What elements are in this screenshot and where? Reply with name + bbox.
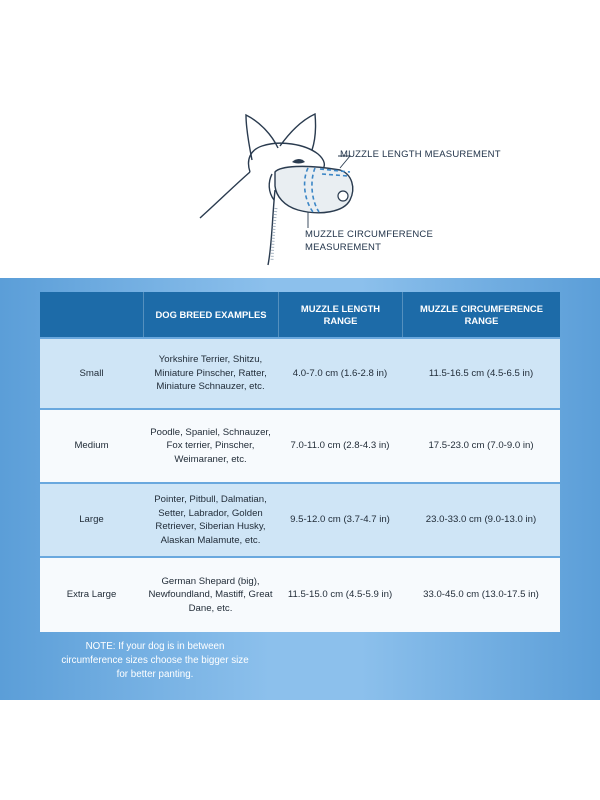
size-cell: Large [79, 514, 104, 526]
length-cell: 4.0-7.0 cm (1.6-2.8 in) [292, 367, 388, 379]
circumference-cell: 33.0-45.0 cm (13.0-17.5 in) [423, 589, 539, 601]
muzzle-circumference-label: MUZZLE CIRCUMFERENCE MEASUREMENT [305, 229, 434, 253]
header-length: MUZZLE LENGTH RANGE [278, 292, 402, 337]
breeds-cell: Poodle, Spaniel, Schnauzer, Fox terrier, Pinscher, Weimaraner, etc. [150, 426, 271, 465]
header-size [40, 292, 143, 337]
bottom-white-area [0, 700, 600, 800]
breeds-cell: German Shepard (big), Newfoundland, Mastiff, Great Dane, etc. [148, 575, 273, 614]
table-row [40, 410, 560, 482]
size-cell: Extra Large [66, 589, 117, 601]
length-cell: 7.0-11.0 cm (2.8-4.3 in) [290, 440, 390, 452]
circumference-cell: 17.5-23.0 cm (7.0-9.0 in) [428, 440, 534, 452]
length-cell: 11.5-15.0 cm (4.5-5.9 in) [287, 589, 393, 601]
table-header-row [40, 292, 560, 337]
size-cell: Medium [74, 440, 109, 452]
size-chart-table [40, 292, 560, 632]
length-cell: 9.5-12.0 cm (3.7-4.7 in) [290, 514, 390, 526]
breeds-cell: Pointer, Pitbull, Dalmatian, Setter, Labrador, Golden Retriever, Siberian Husky, Alaskan Malamute, etc. [154, 494, 267, 546]
size-cell: Small [79, 367, 104, 379]
header-circumference: MUZZLE CIRCUMFERENCE RANGE [402, 292, 560, 337]
header-breeds: DOG BREED EXAMPLES [143, 292, 278, 337]
table-row [40, 558, 560, 632]
table-row [40, 339, 560, 408]
circumference-cell: 23.0-33.0 cm (9.0-13.0 in) [425, 514, 537, 526]
muzzle-length-label: MUZZLE LENGTH MEASUREMENT [340, 149, 501, 160]
circumference-cell: 11.5-16.5 cm (4.5-6.5 in) [428, 367, 534, 379]
breeds-cell: Yorkshire Terrier, Shitzu, Miniature Pinscher, Ratter, Miniature Schnauzer, etc. [154, 354, 267, 393]
table-row [40, 484, 560, 556]
sizing-note: NOTE: If your dog is in between circumference sizes choose the bigger size for better panting. [61, 641, 249, 680]
